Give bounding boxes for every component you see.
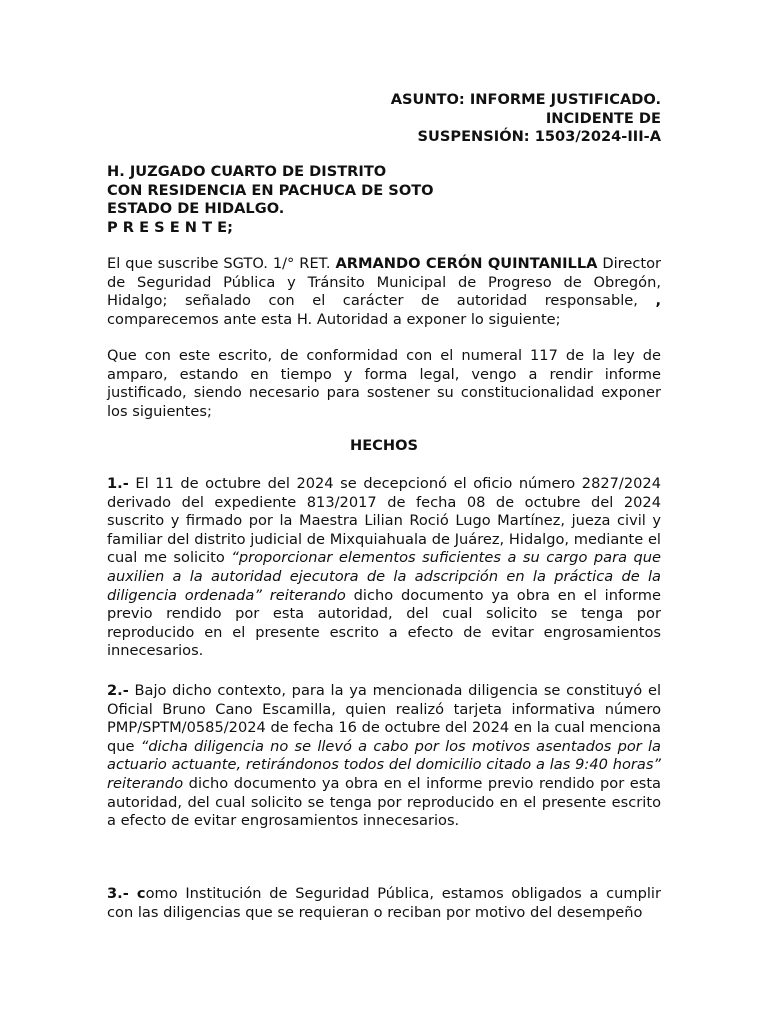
fact-3-number: 3.- c xyxy=(107,885,146,902)
intro-prefix: El que suscribe SGTO. 1/° RET. xyxy=(107,255,336,272)
addressee-line-4: P R E S E N T E; xyxy=(107,218,233,236)
fact-1-quote: “proporcionar elementos suficientes a su cargo para que auxilien a la autoridad ejecutora de la adscripción en la práctica de la diligencia ordenada” reiterando xyxy=(107,549,661,604)
subject-line-3: SUSPENSIÓN: 1503/2024-III-A xyxy=(417,128,661,146)
subject-line-2: INCIDENTE DE xyxy=(545,109,661,127)
fact-3-text: omo Institución de Seguridad Pública, estamos obligados a cumplir con las diligencias que se requieran o reciban por motivo del desempeño xyxy=(107,885,661,921)
fact-3-paragraph xyxy=(107,885,661,922)
fact-1-paragraph xyxy=(107,475,661,661)
fact-2-text-end: dicho documento ya obra en el informe previo rendido por esta autoridad, del cual solicito se tenga por reproducido en el presente escrito a efecto de evitar engrosamientos innecesarios. xyxy=(107,774,661,830)
intro-body: Director de Seguridad Pública y Tránsito Municipal de Progreso de Obregón, Hidalgo; señalado con el carácter de autoridad responsable, xyxy=(107,255,661,310)
intro-comma: , xyxy=(655,292,661,310)
addressee-line-3: ESTADO DE HIDALGO. xyxy=(107,200,285,218)
legal-basis-text: Que con este escrito, de conformidad con el numeral 117 de la ley de amparo, estando en tiempo y forma legal, vengo a rendir informe justificado, siendo necesario para sostener su constitucionalidad exponer los siguientes; xyxy=(107,347,661,420)
addressee-block xyxy=(107,163,434,237)
fact-1-text: El 11 de octubre del 2024 se decepcionó el oficio número 2827/2024 derivado del expediente 813/2017 de fecha 08 de octubre del 2024 suscrito y firmado por la Maestra Lilian Roció Lugo Martínez, jueza civil y familiar del distrito judicial de Mixquiahuala de Juárez, Hidalgo, mediante el cual me solicito xyxy=(107,475,661,567)
fact-2-number: 2.- xyxy=(107,682,129,699)
fact-1-number: 1.- xyxy=(107,475,129,492)
intro-end: comparecemos ante esta H. Autoridad a exponer lo siguiente; xyxy=(107,310,561,328)
section-heading: HECHOS xyxy=(349,437,419,454)
legal-basis-paragraph xyxy=(107,347,661,421)
fact-2-quote: “dicha diligencia no se llevó a cabo por los motivos asentados por la actuario actuante, retirándonos todos del domicilio citado a las 9:40 horas” reiterando xyxy=(107,737,661,792)
subject-block xyxy=(391,91,661,147)
fact-2-paragraph xyxy=(107,682,661,831)
fact-1-text-end: dicho documento ya obra en el informe previo rendido por esta autoridad, del cual solicito se tenga por reproducido en el presente escrito a efecto de evitar engrosamientos innecesarios. xyxy=(107,586,661,660)
addressee-line-1: H. JUZGADO CUARTO DE DISTRITO xyxy=(107,163,387,180)
addressee-line-2: CON RESIDENCIA EN PACHUCA DE SOTO xyxy=(107,181,434,199)
intro-paragraph xyxy=(107,255,661,329)
subject-line-1: ASUNTO: INFORME JUSTIFICADO. xyxy=(390,91,661,108)
signatory-name: ARMANDO CERÓN QUINTANILLA xyxy=(335,255,598,272)
fact-2-text: Bajo dicho contexto, para la ya mencionada diligencia se constituyó el Oficial Bruno Cano Escamilla, quien realizó tarjeta informativa número PMP/SPTM/0585/2024 de fecha 16 de octubre del 2024 en la cual menciona que xyxy=(107,682,661,755)
